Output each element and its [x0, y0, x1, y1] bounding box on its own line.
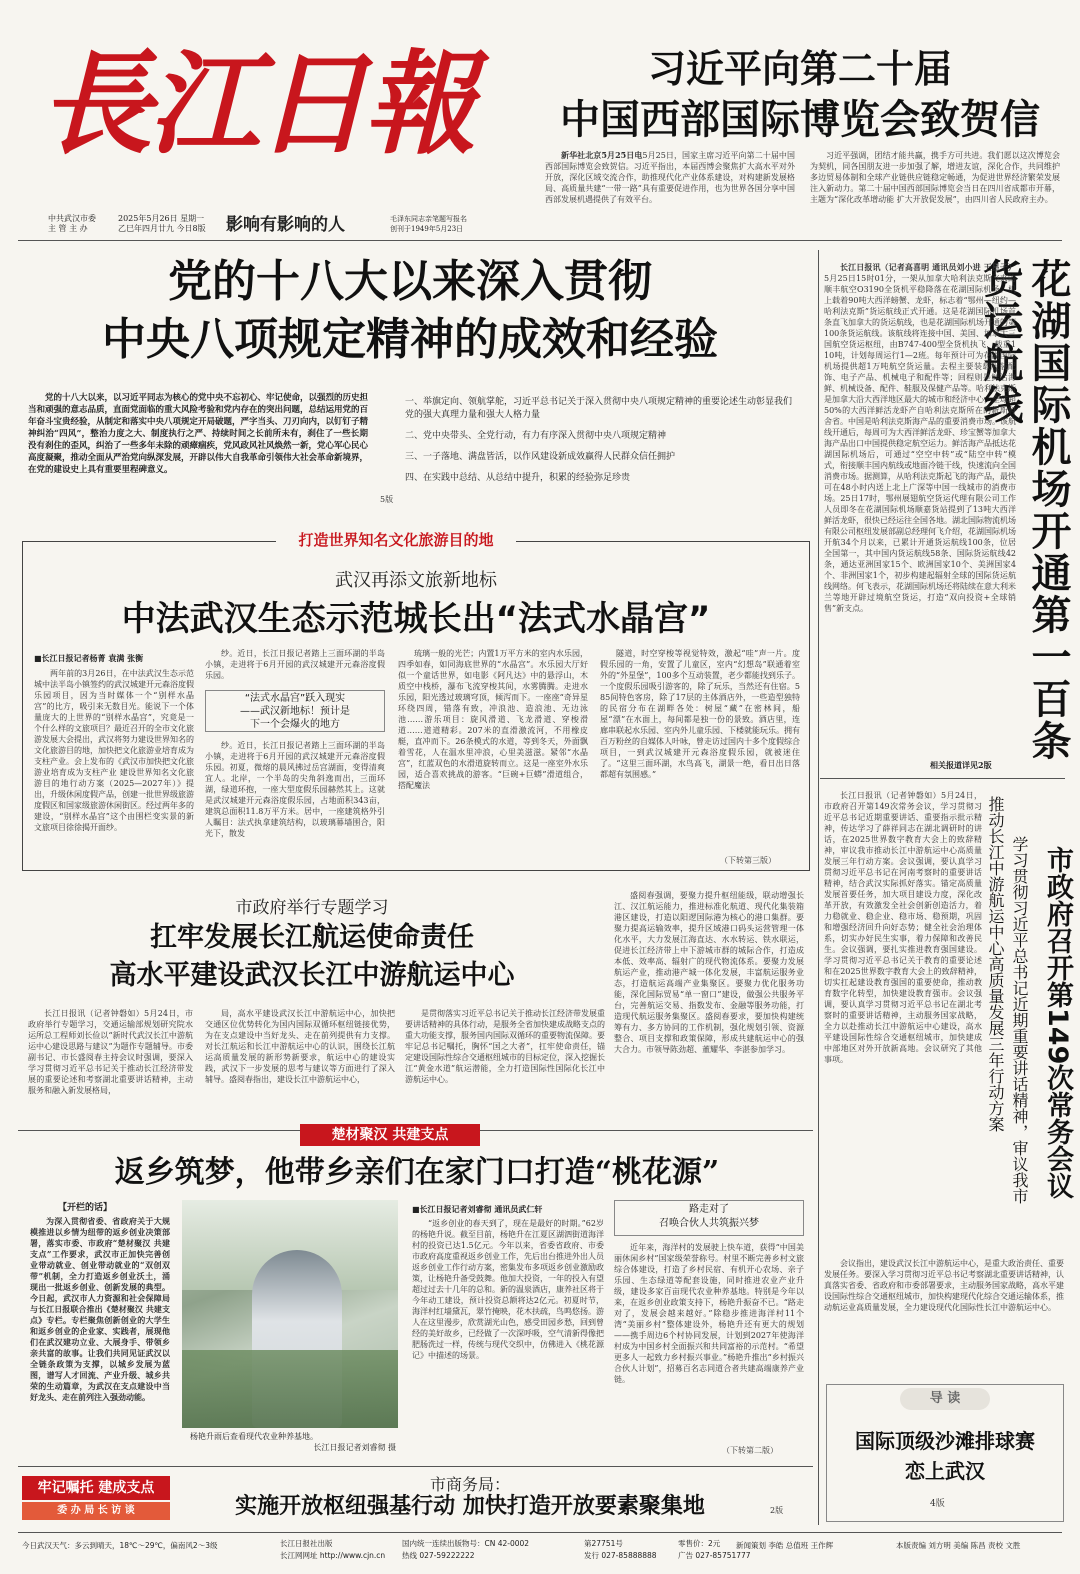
story4-section-label: 楚材聚汉 共建支点: [300, 1124, 480, 1146]
story1-point: 二、党中央带头、全党行动，有力有序深入贯彻中央八项规定精神: [405, 431, 667, 441]
story3-title-line1: 扛牢发展长江航运使命责任: [150, 922, 474, 953]
story2-kicker: 武汉再添文旅新地标: [335, 570, 497, 591]
story1-point: 四、在实践中总结、从总结中提升，积累的经验弥足珍贵: [405, 473, 631, 483]
story4-note-text: 为深入贯彻省委、省政府关于大规模推进以乡情为纽带的返乡创业决策部署，落实市委、市政府“楚材聚汉 共建支点”工作要求，武汉市正加快完善创业带动就业、创业带动就业的“双创双带”机制，全力打造返乡创业沃土，涌现出一批返乡创业、创新发展的典型。今日起，武汉市人力资源和社会保障局与长江日报联合推出《楚材聚汉 共建支点》专栏。专栏聚焦创新创业的大学生和返乡创业的企业家、实践者，展现他们在武汉建功立业、大展身手、带领乡亲共富的故事。让我们共同见证武汉以全链条政策为支撑，以城乡发展为蓝图，谱写人才回流、产业升级、城乡共荣的生动篇章，为武汉在支点建设中当好龙头、走在前列注入强劲动能。: [30, 1216, 170, 1402]
meeting-subtitle-line1: 学习贯彻习近平总书记近期重要讲话精神，审议我市: [1010, 836, 1029, 1204]
story2-col3: [398, 648, 588, 866]
story4-col-b-text: 近年来，海洋村的发展驶上快车道，获得“中国美丽休闲乡村”国家级荣誉称号。村里不断完善乡村文旅综合体建设，打造了乡村民宿、有机开心农场、亲子乐园、生态绿道等配套设施，同时推进农业产业升级，建设多家百亩现代农业种养基地。特别是今年以来，在返乡创业政策支持下，杨艳升振奋不已。“路走对了，发展会越来越好。”除稳步推进海洋村11个湾“美丽乡村”整体建设外，杨艳升还有更大的规划——携手周边6个村协同发展，计划到2027年使海洋村成为中国乡村全面振兴和共同富裕的示范村。“希望更多人一起致力乡村振兴事业。”杨艳升推出“乡村振兴合伙人计划”，招募百名志同道合者共建高端康养产业链。: [614, 1243, 804, 1384]
story5-section-label: 牢记嘱托 建成支点: [22, 1476, 170, 1500]
story3-title-line2: 高水平建设武汉长江中游航运中心: [109, 960, 515, 991]
masthead-logo: 長江日報: [40, 39, 472, 170]
story3-col2: [205, 1008, 395, 1120]
meeting-body-extra: [824, 1258, 1064, 1368]
story2-sub-line: 下一个会爆火的地方: [250, 719, 340, 730]
airport-page-ref: 相关报道详见2版: [930, 760, 992, 770]
story2-title: 中法武汉生态示范城长出“法式水晶宫”: [121, 599, 711, 639]
airport-title: 花湖国际机场开通第一百条货运航线: [977, 258, 1071, 762]
story5-kicker: 市商务局：: [429, 1475, 510, 1494]
story5-title: 实施开放枢纽强基行动 加快打造开放要素聚集地: [235, 1494, 705, 1519]
story4-continued: （下转第二版）: [722, 1446, 778, 1455]
story3-col4-text: 盛阅春强调，要聚力提升枢纽能级，联动增强长江、汉江航运能力，推进标准化航道、现代化集装箱港区建设，打造以阳逻国际港为核心的港口集群。要聚力提高运输效率，提升区域港口码头运营管理一体化水平，大力发展江海直达、水水转运、铁水联运，促进长江经济带上中下游城市群的城际合作，打造成本低、效率高、辐射广的现代物流体系。要聚力发展航运产业，推动港产城一体化发展，丰富航运服务业态，打造航运高端产业集聚区。要聚力优化服务功能，深化国际贸易“单一窗口”建设，做强公共服务平台，完善航运交易、指数发布、金融等服务功能，打造现代航运服务集聚区。盛阅春要求，要加快构建统筹有力、多方协同的工作机制，强化规划引领、资源整合、项目支撑和政策保障，形成共建航运中心的强大合力。市领导陈劲超、董耀华、李湛参加学习。: [614, 891, 804, 1054]
footer-issue-block: [584, 1538, 674, 1562]
story3-kicker: 市政府举行专题学习: [235, 898, 389, 918]
story2-col4-text: 隧道，时空穿梭等视觉特效，激起“哇”声一片。度假乐园的一角，安置了儿童区，室内“幻想岛”联通着室外的“外星堡”，100多个互动装置，老少都能找到乐子。一个度假乐园吸引游客的，除了玩乐，当然还有住宿。585间特色客房，除了17层的主体酒店外，一些造型独特的民宿分布在湖畔各处：树屋“藏”在密林间，船屋“漂”在水面上，每间都是独一份的景致。酒店里，连廊串联起水乐园、室内外儿童乐园、下楼就能玩乐。拥有百万粉丝的自媒体人叶咏，曾走访过国内十多个度假综合项目，一到武汉城建开元森浴度假乐园，就被迷住了。“这里三面环湖，水鸟高飞，湖景一绝，看日出日落都超有氛围感。”: [600, 649, 800, 779]
story4-col-a-text: “返乡创业的春天到了，现在是最好的时期。”62岁的杨艳升说。截至目前，杨艳升在江夏区湖泗街道海洋村的投资已达1.5亿元。今年以来，省委省政府、市委市政府高度重视返乡创业工作，先后出台推进外出人员返乡创业工作行动方案，密集发布多项返乡创业激励政策，让杨艳升备受鼓舞。他加大投资，一年的投入有望超过过去十几年的总和。新的温泉酒店，康养社区将于今年动工建设，预计投资总额将达2亿元。初夏时节，海洋村红墙黛瓦，翠竹掩映，花木扶疏，鸟鸣悠扬。游人在这里漫步，欣赏湖光山色，感受田园乡愁，回到曾经的美好故乡，已经做了一次深呼吸，空气清新得像把肥肠洗过一样，传统与现代交织中，仿佛进入《桃花源记》中描述的场景。: [412, 1219, 604, 1360]
story2-col1-text: 两年前的3月26日，在中法武汉生态示范城中法半岛小镇签约的武汉城建开元森浴度假乐园项目，因为当时媒体一个“别样水晶宫”的比方，吸引来无数目光。能说下一个体量庞大的上世界的“别样水晶宫”，究竟是一个什么样的文旅项目？最近召开的全市文化旅游发展大会提出，武汉将努力建设世界知名的文化旅游目的地，加快把文化旅游业培育成为支柱产业。会上发布的《武汉市加快把文化旅游业培育成为支柱产业 建设世界知名文化旅游目的地行动方案（2025—2027年）》提出，升级休闲度假产品，创建一批世界级旅游度假区和国家级旅游休闲街区。经过两年多的建设，“别样水晶宫”这个由围栏变实景的新文旅项目徐徐揭开面纱。: [34, 669, 194, 832]
footer-editors2: 本版责编 刘方明 美编 陈昌 责校 文胜: [896, 1541, 1021, 1550]
lead-col1: [545, 150, 795, 234]
lead-col2-text: 习近平强调，团结才能共赢，携手方可共进。我们愿以这次博览会为契机，同各国朋友进一步加强了解，增进友谊，深化合作，共同维护多边贸易体制和全球产业链供应链稳定畅通，为促进世界经济繁荣发展注入新动力。第二十届中国西部国际博览会当日在四川省成都市开幕，主题为“深化改革增动能 扩大开放促发展”，由四川省人民政府主办。: [810, 151, 1060, 204]
story4-title: 返乡筑梦，他带乡亲们在家门口打造“桃花源”: [114, 1155, 720, 1190]
story5-sub-label: 委 办 局 长 访 谈: [22, 1502, 170, 1520]
story4-photo-caption: [190, 1431, 396, 1453]
guide-page-ref: 4版: [930, 1499, 945, 1509]
story2-sub-kicker: “法式水晶宫”跃入现实: [244, 693, 346, 704]
story3-col4: [614, 890, 804, 1120]
footer-distribution: 发行 027-85888888: [584, 1551, 657, 1560]
story1-page-ref: 5版: [380, 495, 394, 504]
sub-title-line: 路走对了: [689, 1204, 729, 1215]
inscription-line: 创刊于1949年5月23日: [390, 225, 464, 233]
caption-line: 杨艳升雨后查看现代农业种养基地。: [190, 1432, 318, 1441]
story3-col2-text: 局，高水平建设武汉长江中游航运中心，加快把交通区位优势转化为国内国际双循环枢纽链接优势，为在支点建设中当好龙头、走在前列提供有力支撑。对长江航运和长江中游航运中心的认识，围绕长江航运高质量发展的新形势新要求，航运中心的建设实践，武汉下一步发展的思考与建议等方面进行了深入辅导。盛阅春指出，建设长江中游航运中心，: [205, 1009, 395, 1084]
caption-line: 长江日报记者刘睿彻 摄: [313, 1443, 396, 1452]
right-divider: [818, 250, 819, 1525]
meeting-body-text: 长江日报讯（记者钟磐如）5月24日，市政府召开第149次常务会议，学习贯彻习近平总书记近期重要讲话、重要指示批示精神，传达学习了薛祥同志在湖北调研时的讲话，在2025世界数字教育大会上的致辞精神，审议我市推动长江中游航运中心高质量发展三年行动方案。会议强调，要认真学习贯彻习近平总书记在河南考察时的重要讲话精神，结合武汉实际抓好落实。锚定高质量发展首要任务，加大项目建设力度，深化改革开放，有效激发全社会创新创造活力，着力稳就业、稳企业、稳市场、稳预期，巩固和增强经济回升向好态势；健全社会治理体系，切实办好民生实事，着力保障和改善民生。会议强调，要扎实推进教育强国建设。学习贯彻习近平总书记关于教育的重要论述和在2025世界数字教育大会上的致辞精神，切实扛起建设教育强国的重要使命，推动教育数字化转型，加快建设教育强市。会议强调，要认真学习贯彻习近平总书记在湖北考察时的重要讲话精神，主动服务国家战略，全力以赴推动长江中游航运中心建设，高水平建设国际性综合交通枢纽城市，加快建成中部地区对外开放新高地。会议研究了其他事项。: [824, 791, 982, 1064]
meeting-subtitle-line2: 推动长江中游航运中心高质量发展三年行动方案: [986, 796, 1005, 1132]
story1-title-line1: 党的十八大以来深入贯彻: [168, 256, 652, 307]
lead-col1-text: 5月25日，国家主席习近平向第二十届中国西部国际博览会致贺信。习近平指出，本届西博会聚焦扩大高水平对外开放，深化区域交流合作，助推现代化产业体系建设，对构建新发展格局、高质量共建“一带一路”具有重要促进作用，也为世界各国分享中国西部发展机遇提供了有效平台。: [545, 151, 795, 204]
story2-byline: ■长江日报记者杨菁 袁满 张衡: [34, 653, 144, 663]
airport-body: [824, 262, 1016, 758]
airport-byline: 长江日报讯（记者高喜明 通讯员刘小进 王星子）: [840, 262, 1016, 272]
story1-intro-text: 党的十八大以来，以习近平同志为核心的党中央不忘初心、牢记使命，以强烈的历史担当和顽强的意志品质，直面党面临的重大风险考验和党内存在的突出问题，总结运用党的百年奋斗宝贵经验，从制定和落实中央八项规定开局破题，严字当头、刀刃向内，以钉钉子精神纠治“四风”，整治力度之大、制度执行之严、持续时间之长前所未有，刹住了一些长期没有刹住的歪风，纠治了一些多年未除的顽瘴痼疾，党风政风社风焕然一新，党心军心民心高度凝聚，推动全面从严治党向纵深发展，开辟以伟大自我革命引领伟大社会革命新境界，在党的建设史上具有重要里程碑意义。: [28, 393, 368, 475]
footer-website: 长江网网址 http://www.cjn.cn: [280, 1551, 386, 1560]
story2-sub: [205, 692, 385, 731]
story4-sub-title: [614, 1203, 804, 1231]
story1-point: 三、一子落地、满盘皆活，以作风建设新成效赢得人民群众信任拥护: [405, 452, 676, 462]
lead-dateline: 新华社北京5月25日电: [561, 150, 643, 160]
airport-divider: [820, 778, 1065, 779]
masthead-slogan: 影响有影响的人: [226, 215, 345, 235]
publisher-line: 主 管 主 办: [48, 224, 88, 233]
guide-label: 导 读: [900, 1388, 990, 1410]
story2-col2-lead: 纱。近日，长江日报记者踏上三面环湖的半岛小镇，走进将于6月开园的武汉城建开元森浴度假乐园。: [205, 649, 385, 680]
story2-continued: （下转第三版）: [720, 856, 776, 865]
story5-page-ref: 2版: [770, 1506, 784, 1515]
story3-col1-text: 长江日报讯（记者钟磐如）5月24日，市政府举行专题学习，交通运输部规划研究院水运所总工程师刘长俭以“新时代武汉长江中游航运中心建设思路与建议”为题作专题辅导。市委副书记、市长盛阅春主持会议时强调，要深入学习贯彻习近平总书记关于推动长江经济带发展的重要论述和考察湖北重要讲话精神，主动服务和融入新发展格局，: [28, 1009, 193, 1095]
footer-divider: [18, 1532, 1062, 1533]
publisher-line: 中共武汉市委: [48, 214, 96, 223]
story3-col3: [405, 1008, 605, 1120]
footer-hotline: 热线 027-59222222: [402, 1551, 475, 1560]
story4-note: [30, 1216, 170, 1462]
sub-title-line: 召唤合伙人共筑振兴梦: [659, 1218, 759, 1229]
story2-section-label: 打造世界知名文化旅游目的地: [276, 528, 516, 552]
story3-col1: [28, 1008, 193, 1120]
story1-title-line2: 中央八项规定精神的成效和经验: [102, 314, 718, 365]
story4-col-b: [614, 1242, 804, 1442]
story2-col2-body: [205, 740, 385, 866]
inscription-line: 毛泽东同志亲笔题写报名: [390, 215, 467, 223]
masthead-inscription: [390, 214, 467, 234]
footer-issn-block: [402, 1538, 582, 1562]
story2-col2-text: 纱。近日，长江日报记者踏上三面环湖的半岛小镇，走进将于6月开园的武汉城建开元森浴度假乐园。初夏，微熔的晨风拂过岳宫湖面，变得清爽宜人。北岸，一个半岛的尖角斜逸而出，三面环湖，绿道环抱，一座大型度假乐园赫然其上。这就是武汉城建开元森浴度假乐园，占地面积343亩，建筑总面积11.8万平方米。居中，一座建筑格外引人瞩目：法式执拿建筑结构，以玻璃幕墙围合，阳光下，散发: [205, 741, 385, 838]
story2-col4: [600, 648, 800, 854]
meeting-title: 市政府召开第149次常务会议: [1042, 846, 1073, 1200]
lead-col2: [810, 150, 1060, 234]
lead-title-line1: 习近平向第二十届: [647, 47, 952, 91]
story1-point: 一、举旗定向、领航掌舵，习近平总书记关于深入贯彻中央八项规定精神的重要论述生动彰显我们党的强大真理力量和强大人格力量: [405, 397, 793, 420]
footer-ads: 广告 027-85751777: [678, 1551, 751, 1560]
guide-title-line: 国际顶级沙滩排球赛: [855, 1429, 1035, 1453]
story2-col1: [34, 668, 194, 866]
footer-editors1: 新闻策划 李皓 总值班 王作辉: [736, 1541, 834, 1550]
footer-weather: 今日武汉天气：多云到晴天，18℃～29℃，偏南风2～3级: [22, 1541, 218, 1550]
footer: [18, 1538, 1062, 1568]
airport-body-text: 5月25日15时01分，一架从加拿大哈利法克斯飞来的顺丰航空O3190全货机平稳降落在花湖国际机场。机上载着90吨大西洋螃蟹、龙虾，标志着“鄂州—纽约—哈利法克斯”货运航线正式开通。这是花湖国际机场首条直飞加拿大的货运航线，也是花湖国际机场开通的第100条货运航线。该航线将连接中国、美国、加拿大三国航空货运枢纽，由B747-400型全货机执飞，载重110吨，计划每周运行1—2班。每年预计可为花湖国际机场提供超1万吨航空货运量。去程主要装载服装配饰、电子产品、机械电子和配件等；回程则是鲜活海鲜、机械设备、配件、鞋服及保健产品等。哈利法克斯是加拿大沿大西洋地区最大的城市和经济中心，全球超50%的大西洋鲜活龙虾产自哈利法克斯所在的新斯科舍省。中国是哈利法克斯海产品的重要消费市场。该航线开通后，每周可为大西洋鲜活龙虾、珍宝蟹等加拿大海产品出口中国提供稳定航空运力。鲜活海产品抵达花湖国际机场后，可通过“空空中转”或“陆空中转”模式，衔接顺丰国内航线或地面冷链干线，快速流向全国消费市场。据测算，从哈利法克斯起飞的海产品，最快可在48小时内送上北上广深等中国一线城市的消费市场。25日17时，鄂州展翅航空货运代理有限公司工作人员即冬在花湖国际机场顺嘉货站提到了13吨大西洋鲜活龙虾，很快已经运往全国各地。湖北国际物流机场有限公司枢纽发展部副总经理何飞介绍，花湖国际机场开航34个月以来，已累计开通货运航线100条，位居全国第一，其中国内货运航线58条、国际货运航线42条，通达亚洲国家15个、欧洲国家10个、美洲国家4个、非洲国家1个，初步构建起辐射全球的国际货运航线网络。何飞表示，花湖国际机场还将陆续在意大利米兰等地开辟过境航空货运，打造“双向投资+全球销售”新支点。: [824, 274, 1016, 613]
story4-byline: ■长江日报记者刘睿彻 通讯员武仁轩: [412, 1204, 543, 1214]
guide-title: [826, 1426, 1064, 1486]
story2-col3-text: 琉璃一般的光芒；内置1万平方米的室内水乐园，四季如春，如同海底世界的“水晶宫”。水乐园大厅好似一个童话世界，如电影《阿凡达》中的悬浮山，木质空中栈桥，瀑布飞流穿梭其间，水雾腾腾。走进水乐园，阳光透过玻璃穹顶，倾泻而下。一座座“奇异星环绕四周，错落有致，冲浪池、造浪池、无边泳池……游乐项目：旋风滑道、飞龙滑道、穿梭滑道……道道精彩。207米的直滑激流河，不用橡皮艇，直冲而下。26条模式的水道，等到冬天，外面飘着雪花，人在温水里冲浪，心里美滋滋。紧邻“水晶宫”，红蓝双色的水滑道旋转而立。这是一座室外水乐园，适合喜欢挑战的游客。“巨碗+巨蟒”滑道组合，搭配魔法: [398, 649, 588, 790]
story4-divider: [18, 1466, 813, 1467]
footer-publisher-block: [280, 1538, 400, 1562]
masthead-publisher: [48, 214, 96, 234]
footer-issn: 国内统一连续出版物号：CN 42-0002: [402, 1539, 530, 1548]
story4-note-title: 【开栏的话】: [58, 1203, 113, 1213]
story1-intro: [28, 392, 368, 504]
footer-publisher: 长江日报社出版: [280, 1539, 333, 1548]
story3-col3-text: 是贯彻落实习近平总书记关于推动长江经济带发展重要讲话精神的具体行动，是服务全省加快建成战略支点的重大功能支撑，服务国内国际双循环的重要物流保障。要牢记总书记嘱托，胸怀“国之大者”，扛牢使命责任，锚定建设国际性综合交通枢纽城市的目标定位，深入挖掘长江“黄金水道”航运潜能，全力打造国际性国际化长江中游航运中心。: [405, 1009, 605, 1084]
photo-plants: [182, 1350, 398, 1428]
lead-title-line2: 中国西部国际博览会致贺信: [560, 97, 1040, 143]
meeting-body-extra-text: 会议指出，建设武汉长江中游航运中心，是重大政治责任、重要发展任务。要深入学习贯彻习近平总书记考察湖北重要讲话精神，认真落实省委、省政府和市委部署要求，主动服务国家战略，高水平建设国际性综合交通枢纽城市，加快构建现代化综合交通运输体系，推动航运业高质量发展，全力建设现代化国际性长江中游航运中心。: [824, 1259, 1064, 1312]
story4-photo: [182, 1200, 398, 1428]
story4-col-a: [412, 1218, 604, 1462]
story1-points: [405, 396, 800, 485]
guide-title-line: 恋上武汉: [905, 1459, 985, 1483]
footer-issue: 第27751号: [584, 1539, 623, 1548]
story2-sub-line: ——武汉新地标！预计是: [240, 706, 350, 717]
masthead-date: [118, 214, 206, 234]
date-line: 2025年5月26日 星期一: [118, 214, 205, 223]
footer-price: 零售价：2元: [678, 1539, 721, 1548]
story2-col2: [205, 648, 385, 688]
masthead-divider: [18, 240, 1062, 241]
date-line: 乙巳年四月廿九 今日8版: [118, 224, 206, 233]
